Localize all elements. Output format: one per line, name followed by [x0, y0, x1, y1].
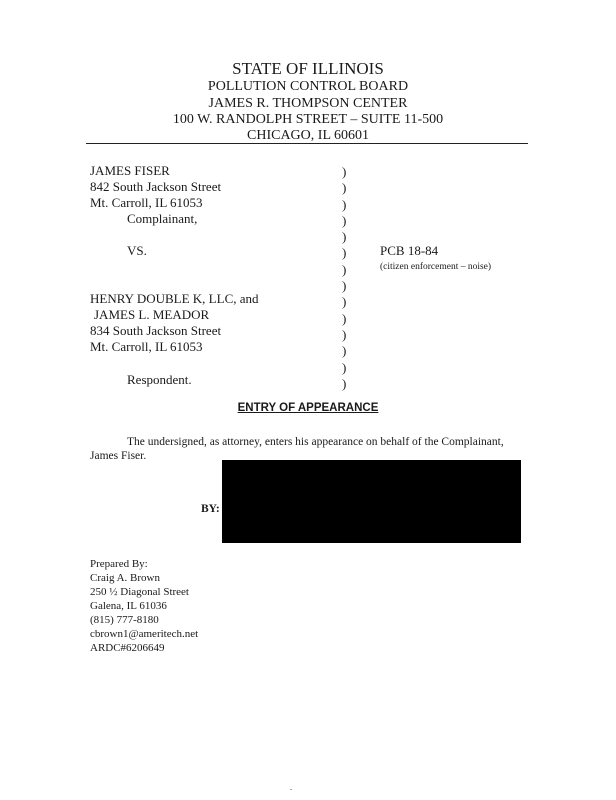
preparer-city: Galena, IL 61036 — [90, 600, 167, 612]
paren: ) — [342, 375, 347, 391]
versus-label: VS. — [127, 243, 147, 258]
signature-redaction — [222, 460, 521, 543]
caption-parentheses — [342, 164, 346, 392]
preparer-phone: (815) 777-8180 — [90, 614, 159, 626]
complainant-role: Complainant, — [127, 211, 198, 226]
paren: ) — [342, 326, 347, 342]
court-city: CHICAGO, IL 60601 — [247, 128, 369, 143]
paren: ) — [342, 180, 347, 196]
paren: ) — [342, 310, 347, 326]
footer-mark: . — [290, 783, 292, 792]
respondent-city: Mt. Carroll, IL 61053 — [90, 339, 203, 354]
court-board-name: POLLUTION CONTROL BOARD — [207, 79, 409, 94]
complainant-street: 842 South Jackson Street — [90, 179, 222, 194]
appearance-statement-cont: James Fiser. — [90, 450, 147, 462]
paren: ) — [342, 196, 347, 212]
complainant-name: JAMES FISER — [90, 163, 170, 178]
prepared-by-heading: Prepared By: — [90, 558, 148, 570]
respondent-role: Respondent. — [127, 372, 192, 387]
preparer-street: 250 ½ Diagonal Street — [90, 586, 189, 598]
paren: ) — [342, 343, 347, 359]
preparer-email: cbrown1@ameritech.net — [90, 628, 199, 640]
document-title: ENTRY OF APPEARANCE — [237, 402, 379, 414]
court-street-address: 100 W. RANDOLPH STREET – SUITE 11-500 — [172, 112, 444, 127]
paren: ) — [342, 229, 347, 245]
complainant-city: Mt. Carroll, IL 61053 — [90, 195, 203, 210]
court-building: JAMES R. THOMPSON CENTER — [208, 96, 408, 111]
respondent-street: 834 South Jackson Street — [90, 323, 222, 338]
paren: ) — [342, 359, 347, 375]
preparer-ardc: ARDC#6206649 — [90, 642, 165, 654]
preparer-name: Craig A. Brown — [90, 572, 160, 584]
appearance-statement: The undersigned, as attorney, enters his appearance on behalf of the Complainant, — [127, 436, 504, 448]
respondent-name-2: JAMES L. MEADOR — [94, 307, 210, 322]
paren: ) — [342, 212, 347, 228]
paren: ) — [342, 164, 347, 179]
respondent-name-1: HENRY DOUBLE K, LLC, and — [90, 291, 259, 306]
paren: ) — [342, 245, 347, 261]
case-number: PCB 18-84 — [380, 243, 439, 258]
header-divider — [86, 143, 528, 144]
case-type: (citizen enforcement – noise) — [380, 262, 492, 272]
paren: ) — [342, 261, 347, 277]
signature-label: BY: — [201, 503, 220, 515]
paren: ) — [342, 294, 347, 310]
court-state-heading: STATE OF ILLINOIS — [232, 59, 384, 78]
paren: ) — [342, 278, 347, 294]
